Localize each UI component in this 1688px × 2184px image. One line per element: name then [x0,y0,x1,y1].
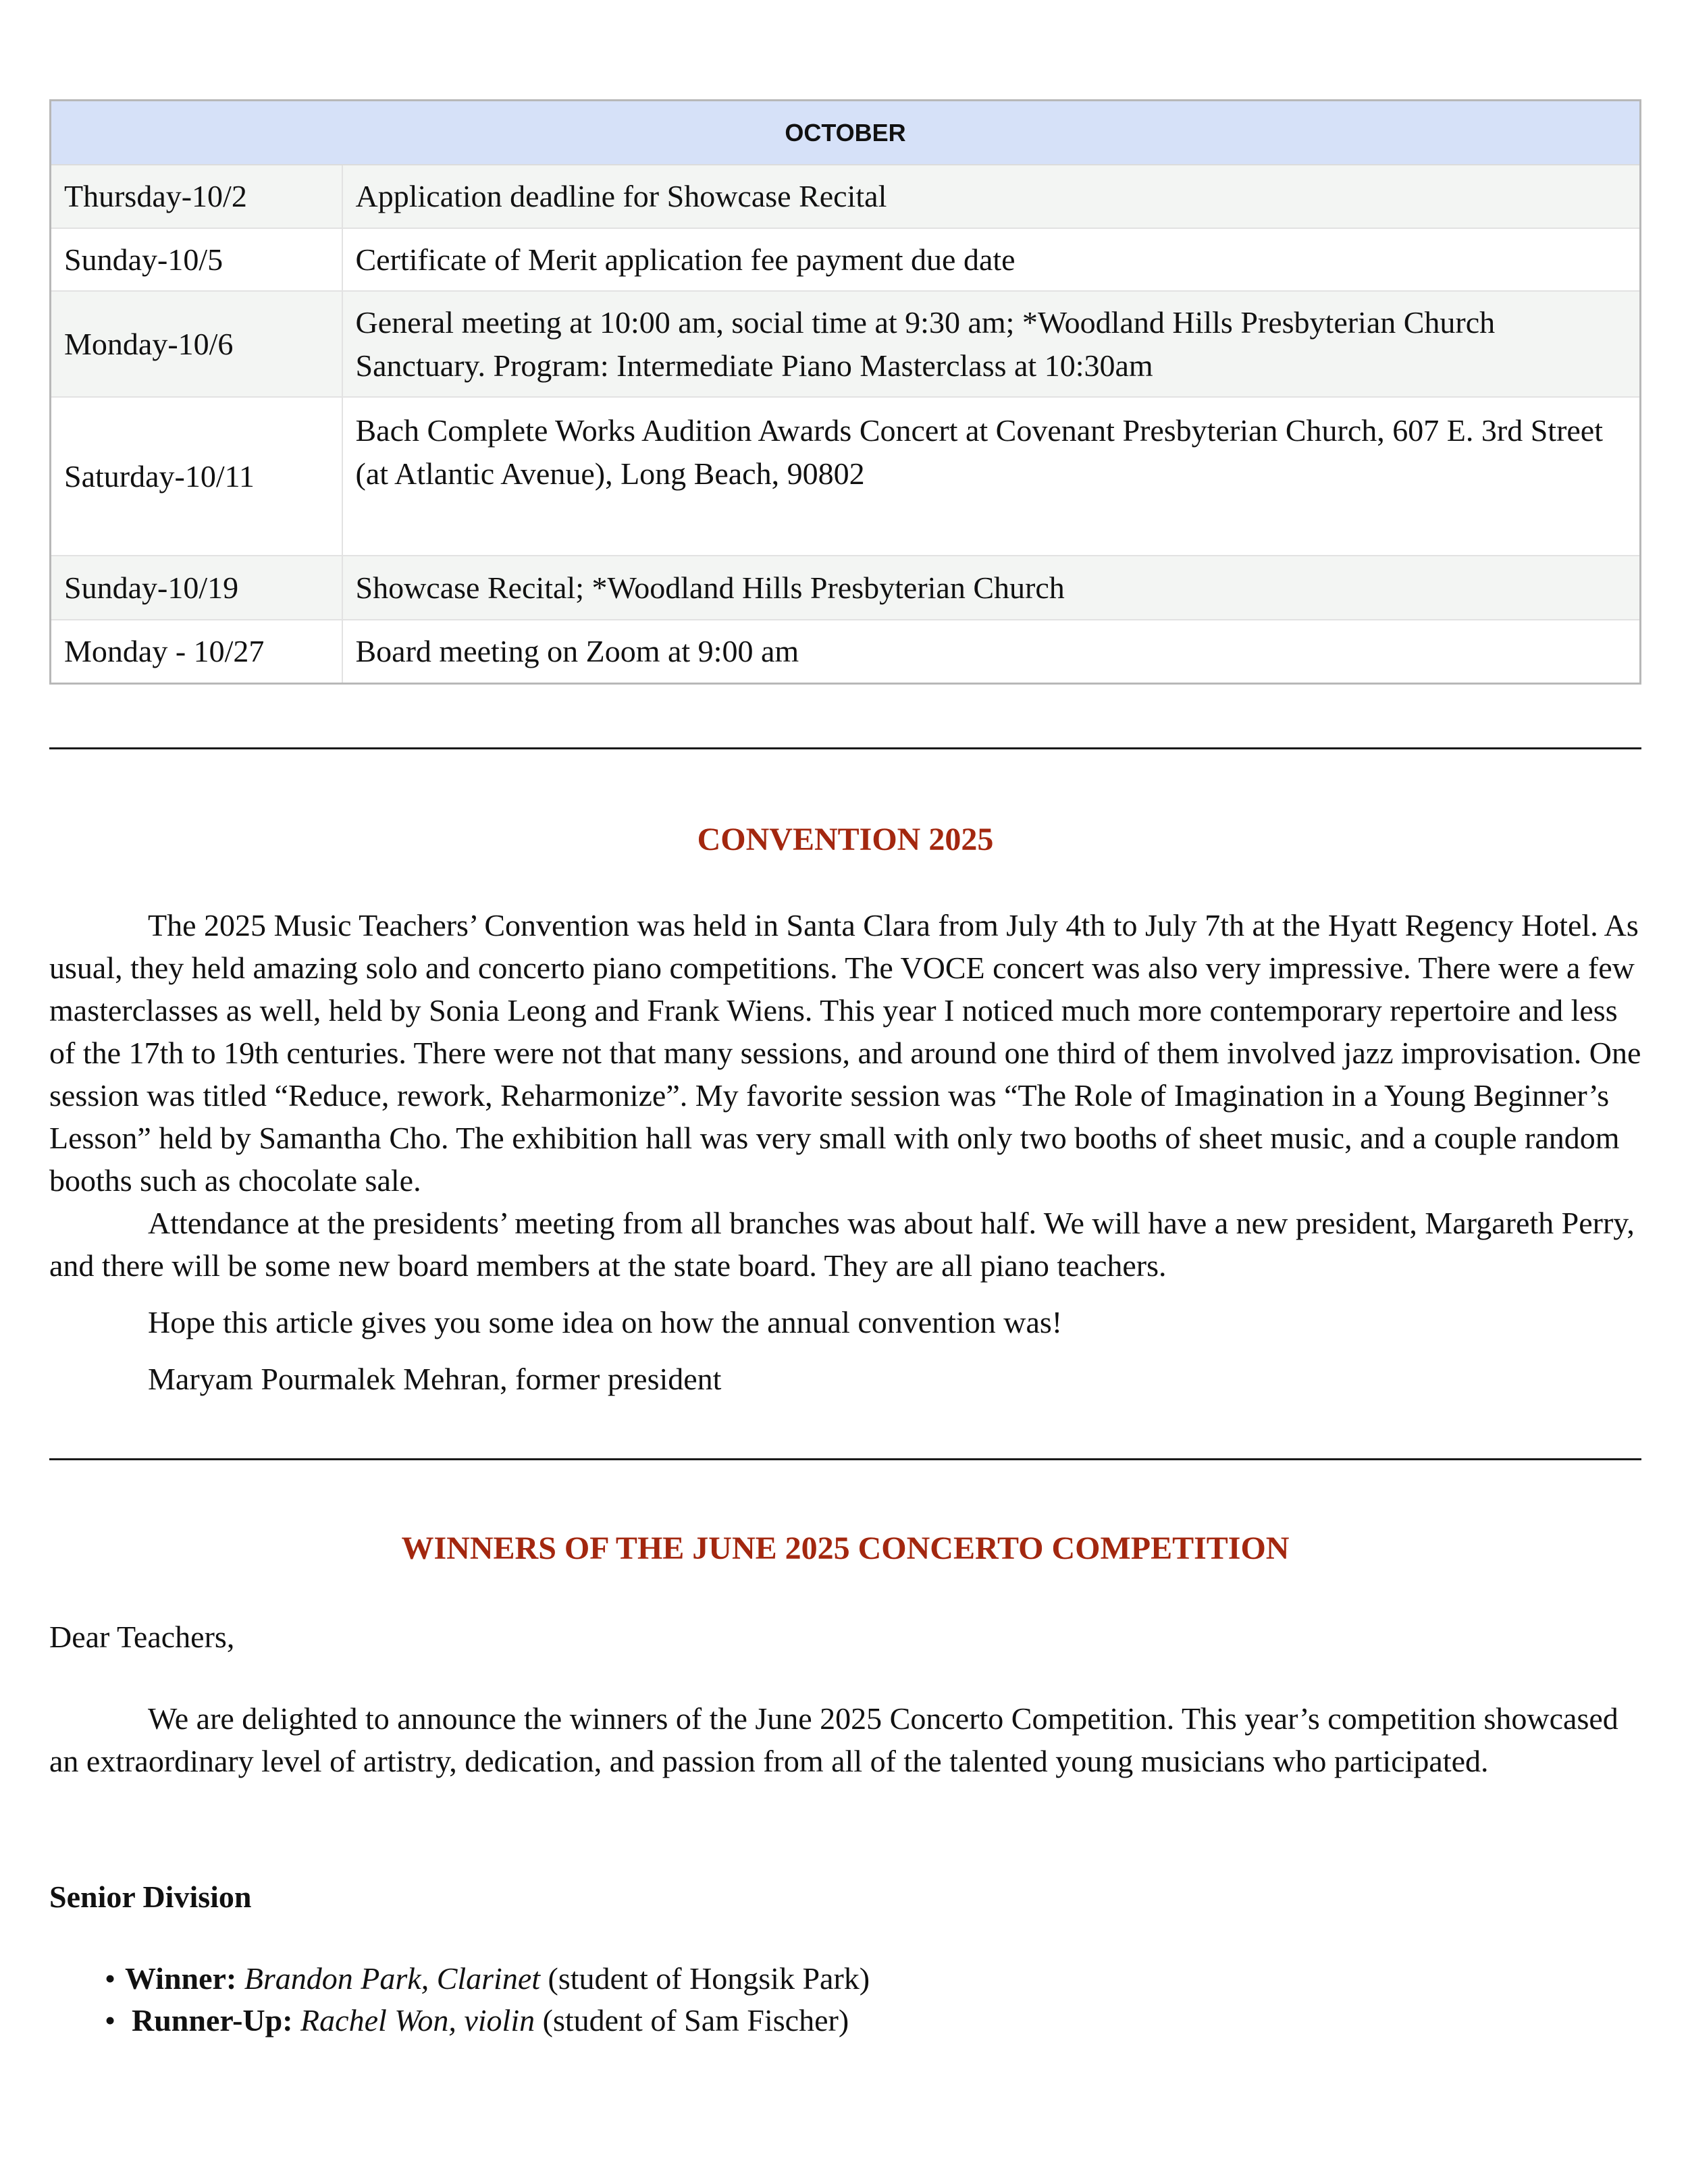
winner-name: Brandon Park, Clarinet [244,1961,541,1996]
section-divider [49,747,1641,749]
table-row [51,397,1641,556]
winners-heading: WINNERS OF THE JUNE 2025 CONCERTO COMPETITION [401,1530,1290,1566]
table-row [51,228,1641,291]
convention-signature: Maryam Pourmalek Mehran, former president [148,1362,722,1396]
winner-teacher: (student of Hongsik Park) [548,1961,870,1996]
bullet-icon: • [105,1961,116,1996]
winner-name: Rachel Won, violin [300,2003,535,2037]
event-date: Thursday-10/2 [51,165,342,228]
table-row [51,556,1641,620]
event-description: General meeting at 10:00 am, social time at 9:30 am; *Woodland Hills Presbyterian Church Sanctuary. Program: Intermediate Piano Masterclass at 10:30am [342,291,1641,397]
winners-salutation: Dear Teachers, [49,1620,235,1654]
winners-intro [49,1697,1641,1782]
event-date: Sunday-10/5 [51,228,342,291]
event-description: Bach Complete Works Audition Awards Concert at Covenant Presbyterian Church, 607 E. 3rd Street (at Atlantic Avenue), Long Beach, 90802 [342,397,1641,556]
event-description: Certificate of Merit application fee payment due date [342,228,1641,291]
event-date: Monday - 10/27 [51,620,342,684]
event-description: Showcase Recital; *Woodland Hills Presbyterian Church [342,556,1641,620]
winners-intro-paragraph: We are delighted to announce the winners of the June 2025 Concerto Competition. This year’s competition showcased an extraordinary level of artistry, dedication, and passion from all of the talented young musicians who participated. [49,1701,1618,1778]
event-description: Application deadline for Showcase Recital [342,165,1641,228]
list-item [49,1958,870,2000]
event-date: Monday-10/6 [51,291,342,397]
event-date: Saturday-10/11 [51,397,342,556]
october-schedule-table [49,99,1641,685]
convention-paragraph: The 2025 Music Teachers’ Convention was held in Santa Clara from July 4th to July 7th at the Hyatt Regency Hotel. As usual, they held amazing solo and concerto piano competitions. The VOCE concert was also very impressive. There were a few masterclasses as well, held by Sonia Leong and Frank Wiens. This year I noticed much more contemporary repertoire and less of the 17th to 19th centuries. There were not that many sessions, and around one third of them involved jazz improvisation. One session was titled “Reduce, rework, Reharmonize”. My favorite session was “The Role of Imagination in a Young Beginner’s Lesson” held by Samantha Cho. The exhibition hall was very small with only two booths of sheet music, and a couple random booths such as chocolate sale. [49,908,1641,1198]
convention-paragraph: Attendance at the presidents’ meeting from all branches was about half. We will have a new president, Margareth Perry, and there will be some new board members at the state board. They are all piano teachers. [49,1206,1635,1283]
award-label: Runner-Up: [132,2003,293,2037]
convention-article [49,904,1641,1400]
winner-teacher: (student of Sam Fischer) [542,2003,849,2037]
award-label: Winner: [125,1961,237,1996]
winners-list [49,1958,870,2042]
convention-heading: CONVENTION 2025 [697,822,994,857]
table-row [51,165,1641,228]
schedule-month-header: OCTOBER [51,101,1641,165]
section-divider [49,1458,1641,1460]
table-row [51,291,1641,397]
event-description: Board meeting on Zoom at 9:00 am [342,620,1641,684]
division-title: Senior Division [49,1880,252,1914]
bullet-icon: • [105,2003,116,2037]
event-date: Sunday-10/19 [51,556,342,620]
convention-paragraph: Hope this article gives you some idea on how the annual convention was! [148,1305,1063,1339]
table-row [51,620,1641,684]
list-item [49,2000,870,2042]
